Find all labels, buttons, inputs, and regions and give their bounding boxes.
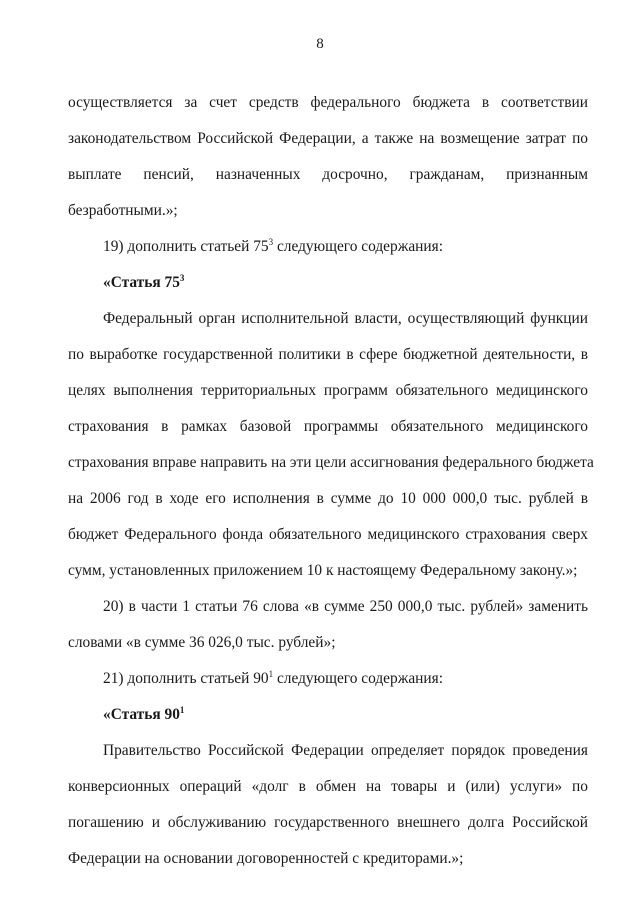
article-title: «Статья 90 bbox=[103, 706, 180, 723]
amendment-item-20: 20) в части 1 статьи 76 слова «в сумме 250 000,0 тыс. рублей» заменить bbox=[103, 598, 588, 615]
superscript: 3 bbox=[268, 237, 274, 247]
paragraph-line: Федеральный орган исполнительной власти, осуществляющий функции bbox=[103, 310, 588, 327]
amendment-text: 21) дополнить статьей 90 bbox=[103, 670, 269, 687]
paragraph-line: законодательством Российской Федерации, а также на возмещение затрат по bbox=[68, 130, 588, 147]
page-number: 8 bbox=[316, 36, 324, 52]
amendment-text: 19) дополнить статьей 75 bbox=[103, 238, 269, 255]
paragraph-line: Федерации на основании договоренностей с кредиторами.»; bbox=[68, 850, 464, 867]
paragraph-line: на 2006 год в ходе его исполнения в сумме до 10 000 000,0 тыс. рублей в bbox=[68, 490, 588, 507]
article-title: «Статья 75 bbox=[103, 274, 180, 291]
amendment-item-19 bbox=[103, 237, 588, 257]
superscript: 3 bbox=[179, 273, 185, 283]
paragraph-line: конверсионных операций «долг в обмен на товары и (или) услуги» по bbox=[68, 778, 588, 795]
paragraph-line: бюджет Федерального фонда обязательного медицинского страхования сверх bbox=[68, 526, 588, 543]
paragraph-line: страхования в рамках базовой программы обязательного медицинского bbox=[68, 418, 588, 435]
superscript: 1 bbox=[179, 705, 185, 715]
article-heading-90-1 bbox=[103, 705, 588, 725]
paragraph-line: Правительство Российской Федерации определяет порядок проведения bbox=[103, 742, 588, 759]
paragraph-line: по выработке государственной политики в сфере бюджетной деятельности, в bbox=[68, 346, 588, 363]
superscript: 1 bbox=[268, 669, 274, 679]
paragraph-line: безработными.»; bbox=[68, 202, 178, 219]
amendment-text: следующего содержания: bbox=[273, 238, 443, 255]
paragraph-line: словами «в сумме 36 026,0 тыс. рублей»; bbox=[68, 634, 336, 651]
paragraph-line: погашению и обслуживанию государственного внешнего долга Российской bbox=[68, 814, 588, 831]
paragraph-line: сумм, установленных приложением 10 к настоящему Федеральному закону.»; bbox=[68, 562, 578, 579]
paragraph-line: осуществляется за счет средств федерального бюджета в соответствии bbox=[68, 94, 588, 111]
paragraph-line: выплате пенсий, назначенных досрочно, гражданам, признанным bbox=[68, 166, 588, 183]
paragraph-line: целях выполнения территориальных программ обязательного медицинского bbox=[68, 382, 588, 399]
paragraph-line: страхования вправе направить на эти цели ассигнования федерального бюджета bbox=[68, 454, 594, 471]
amendment-item-21 bbox=[103, 669, 588, 689]
article-heading-75-3 bbox=[103, 273, 588, 293]
amendment-text: следующего содержания: bbox=[273, 670, 443, 687]
